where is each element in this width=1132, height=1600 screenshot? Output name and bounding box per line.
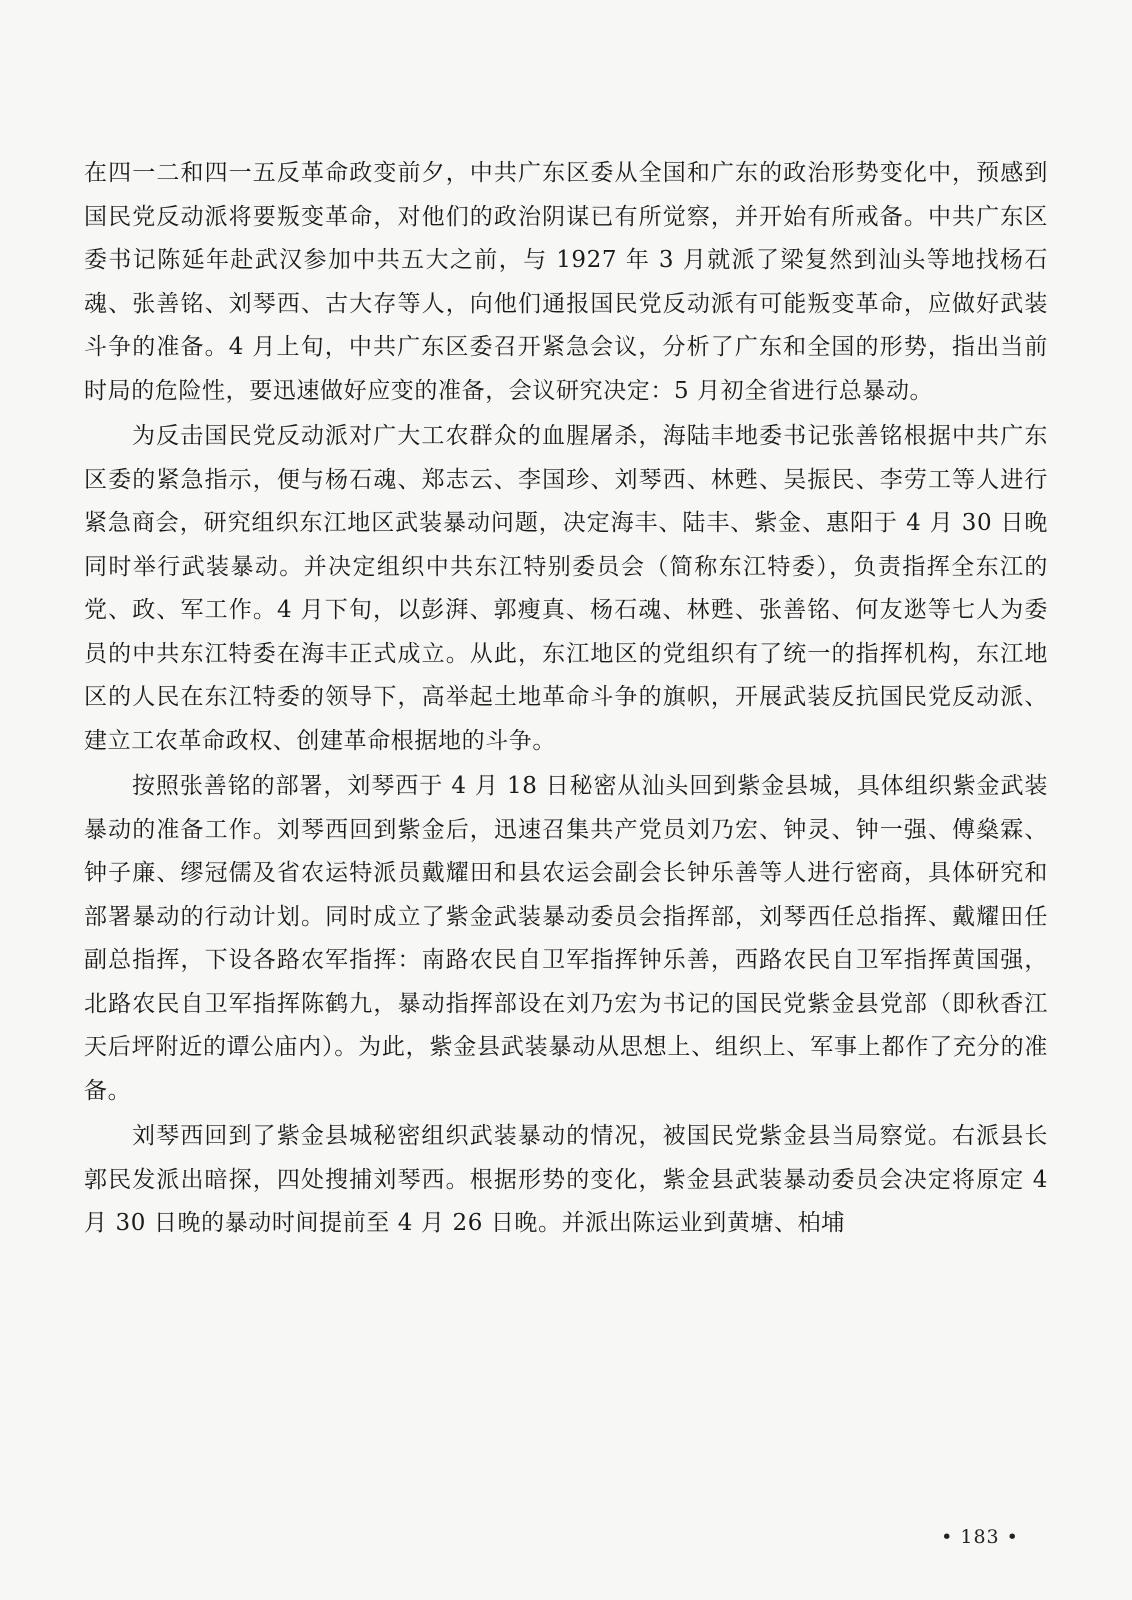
paragraph-2: 为反击国民党反动派对广大工农群众的血腥屠杀，海陆丰地委书记张善铭根据中共广东区委的紧急指示，便与杨石魂、郑志云、李国珍、刘琴西、林甦、吴振民、李劳工等人进行紧急商会，研究组织东江地区武装暴动问题，决定海丰、陆丰、紫金、惠阳于 4 月 30 日晚同时举行武装暴动。并决定组织中共东江特别委员会（简称东江特委），负责指挥全东江的党、政、军工作。4 月下旬，以彭湃、郭瘦真、杨石魂、林甦、张善铭、何友逖等七人为委员的中共东江特委在海丰正式成立。从此，东江地区的党组织有了统一的指挥机构，东江地区的人民在东江特委的领导下，高举起土地革命斗争的旗帜，开展武装反抗国民党反动派、建立工农革命政权、创建革命根据地的斗争。 (84, 423, 1048, 754)
page-number: • 183 • (941, 1526, 1019, 1548)
paragraph-1: 在四一二和四一五反革命政变前夕，中共广东区委从全国和广东的政治形势变化中，预感到国民党反动派将要叛变革命，对他们的政治阴谋已有所觉察，并开始有所戒备。中共广东区委书记陈延年赴武汉参加中共五大之前，与 1927 年 3 月就派了梁复然到汕头等地找杨石魂、张善铭、刘琴西、古大存等人，向他们通报国民党反动派有可能叛变革命，应做好武装斗争的准备。4 月上旬，中共广东区委召开紧急会议，分析了广东和全国的形势，指出当前时局的危险性，要迅速做好应变的准备，会议研究决定：5 月初全省进行总暴动。 (84, 160, 1048, 404)
paragraph-4: 刘琴西回到了紫金县城秘密组织武装暴动的情况，被国民党紫金县当局察觉。右派县长郭民发派出暗探，四处搜捕刘琴西。根据形势的变化，紫金县武装暴动委员会决定将原定 4 月 30 日晚的暴动时间提前至 4 月 26 日晚。并派出陈运业到黄塘、柏埔 (84, 1123, 1048, 1236)
paragraph-3: 按照张善铭的部署，刘琴西于 4 月 18 日秘密从汕头回到紫金县城，具体组织紫金武装暴动的准备工作。刘琴西回到紫金后，迅速召集共产党员刘乃宏、钟灵、钟一强、傅燊霖、钟子廉、缪冠儒及省农运特派员戴耀田和县农运会副会长钟乐善等人进行密商，具体研究和部署暴动的行动计划。同时成立了紫金武装暴动委员会指挥部，刘琴西任总指挥、戴耀田任副总指挥，下设各路农军指挥：南路农民自卫军指挥钟乐善，西路农民自卫军指挥黄国强，北路农民自卫军指挥陈鹤九，暴动指挥部设在刘乃宏为书记的国民党紫金县党部（即秋香江天后坪附近的谭公庙内）。为此，紫金县武装暴动从思想上、组织上、军事上都作了充分的准备。 (84, 773, 1048, 1104)
body-text (84, 152, 1048, 1246)
